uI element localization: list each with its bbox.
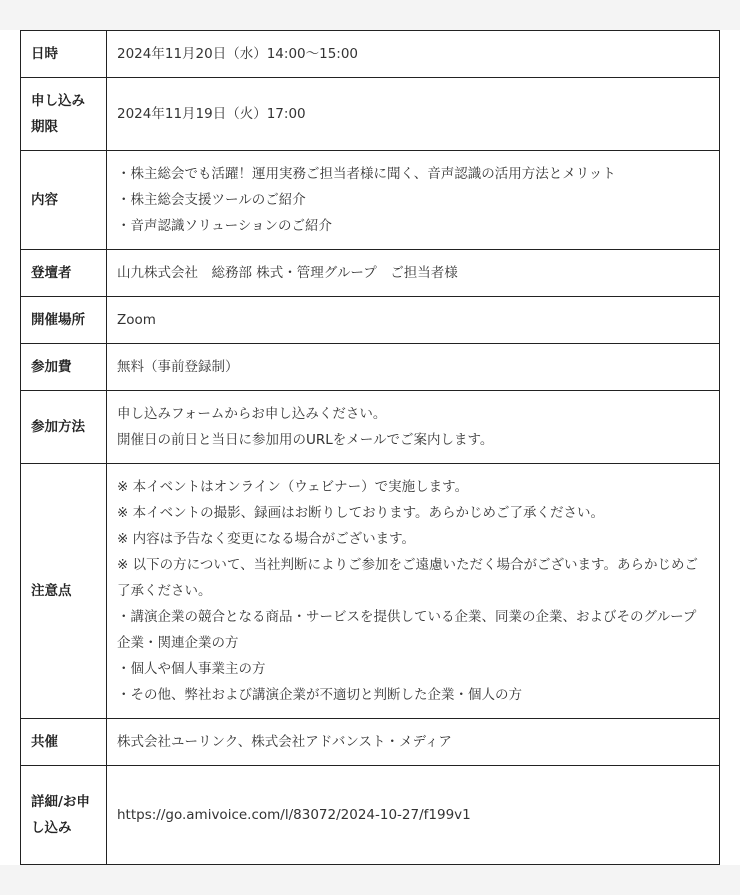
label-details: 詳細/お申し込み	[21, 766, 107, 865]
label-speaker: 登壇者	[21, 250, 107, 297]
row-fee	[21, 344, 720, 391]
value-venue	[107, 297, 720, 344]
value-line: 株式会社ユーリンク、株式会社アドバンスト・メディア	[117, 734, 452, 750]
label-co-host: 共催	[21, 719, 107, 766]
value-line: 開催日の前日と当日に参加用のURLをメールでご案内します。	[117, 432, 494, 448]
value-line: 無料（事前登録制）	[117, 359, 239, 375]
row-notes	[21, 464, 720, 719]
row-date	[21, 31, 720, 78]
value-line: ・講演企業の競合となる商品・サービスを提供している企業、同業の企業、およびそのグループ企業・関連企業の方	[117, 609, 697, 651]
value-co-host	[107, 719, 720, 766]
row-how-to-join	[21, 391, 720, 464]
value-content	[107, 151, 720, 250]
value-line: ※ 内容は予告なく変更になる場合がございます。	[117, 531, 416, 547]
event-info-table	[20, 30, 720, 865]
value-line: ※ 本イベントはオンライン（ウェビナー）で実施します。	[117, 479, 469, 495]
value-line: ・音声認識ソリューションのご紹介	[117, 218, 333, 234]
row-details	[21, 766, 720, 865]
row-content	[21, 151, 720, 250]
value-fee	[107, 344, 720, 391]
row-deadline	[21, 78, 720, 151]
value-line: 2024年11月20日（水）14:00〜15:00	[117, 46, 359, 62]
value-details	[107, 766, 720, 865]
value-notes	[107, 464, 720, 719]
value-deadline	[107, 78, 720, 151]
label-date: 日時	[21, 31, 107, 78]
label-deadline: 申し込み期限	[21, 78, 107, 151]
bottom-background	[0, 865, 740, 895]
value-line: ・個人や個人事業主の方	[117, 661, 266, 677]
value-line: ※ 以下の方について、当社判断によりご参加をご遠慮いただく場合がございます。あらかじめご了承ください。	[117, 557, 698, 599]
value-line: 山九株式会社 総務部 株式・管理グループ ご担当者様	[117, 265, 458, 281]
top-background	[0, 0, 740, 30]
value-line: Zoom	[117, 312, 156, 328]
row-co-host	[21, 719, 720, 766]
label-notes: 注意点	[21, 464, 107, 719]
value-line: 2024年11月19日（火）17:00	[117, 106, 306, 122]
value-date	[107, 31, 720, 78]
value-line: ・株主総会でも活躍！運用実務ご担当者様に聞く、音声認識の活用方法とメリット	[117, 166, 616, 182]
row-venue	[21, 297, 720, 344]
label-how-to-join: 参加方法	[21, 391, 107, 464]
value-speaker	[107, 250, 720, 297]
row-speaker	[21, 250, 720, 297]
label-content: 内容	[21, 151, 107, 250]
value-line: ・株主総会支援ツールのご紹介	[117, 192, 306, 208]
label-fee: 参加費	[21, 344, 107, 391]
value-line: ・その他、弊社および講演企業が不適切と判断した企業・個人の方	[117, 687, 522, 703]
value-line: ※ 本イベントの撮影、録画はお断りしております。あらかじめご了承ください。	[117, 505, 605, 521]
details-link[interactable]: https://go.amivoice.com/l/83072/2024-10-27/f199v1	[117, 807, 471, 823]
value-line: 申し込みフォームからお申し込みください。	[117, 406, 387, 422]
label-venue: 開催場所	[21, 297, 107, 344]
value-how-to-join	[107, 391, 720, 464]
